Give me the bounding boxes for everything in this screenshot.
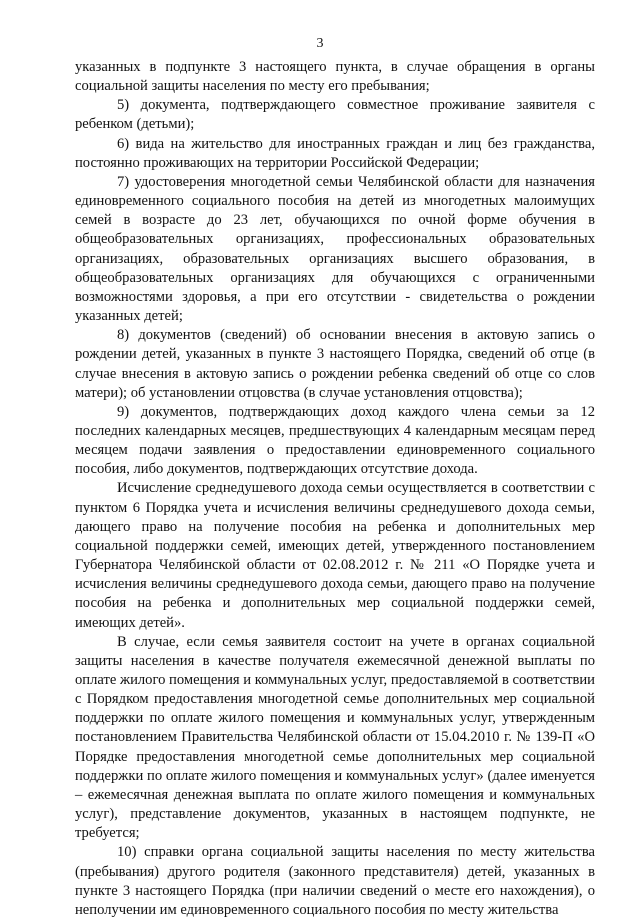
- paragraph-item-7: 7) удостоверения многодетной семьи Челябинской области для назначения единовременного социального пособия на детей из многодетных малоимущих семей в возрасте до 23 лет, обучающихся по очной форме обучения в общеобразовательных организациях, профессиональных образовательных организациях, образовательных организациях высшего образования, в общеобразовательных организациях для обучающихся с ограниченными возможностями здоровья, а при его отсутствии - свидетельства о рождении указанных детей;: [75, 173, 595, 325]
- paragraph-item-6: 6) вида на жительство для иностранных граждан и лиц без гражданства, постоянно проживающих на территории Российской Федерации;: [75, 135, 595, 171]
- paragraph-item-8: 8) документов (сведений) об основании внесения в актовую запись о рождении детей, указанных в пункте 3 настоящего Порядка, сведений об отце (в случае внесения в актовую запись о рождении ребенка сведений об отце со слов матери); об установлении отцовства (в случае установления отцовства);: [75, 327, 595, 401]
- document-body: [75, 58, 595, 920]
- paragraph-item-10: 10) справки органа социальной защиты населения по месту жительства (пребывания) другого родителя (законного представителя) детей, указанных в пункте 3 настоящего Порядка (при наличии сведений о месте его нахождения), о неполучении им единовременного социального пособия по месту жительства: [75, 844, 595, 918]
- paragraph-exemption: В случае, если семья заявителя состоит на учете в органах социальной защиты населения в качестве получателя ежемесячной денежной выплаты по оплате жилого помещения и коммунальных услуг, предоставляемой в соответствии с Порядком предоставления многодетной семье дополнительных мер социальной поддержки по оплате жилого помещения и коммунальных услуг, утвержденным постановлением Правительства Челябинской области от 15.04.2010 г. № 139-П «О Порядке предоставления многодетной семье дополнительных мер социальной поддержки по оплате жилого помещения и коммунальных услуг» (далее именуется – ежемесячная денежная выплата по оплате жилого помещения и коммунальных услуг), представление документов, указанных в настоящем подпункте, не требуется;: [75, 633, 595, 842]
- paragraph-item-5: 5) документа, подтверждающего совместное проживание заявителя с ребенком (детьми);: [75, 97, 595, 133]
- paragraph-income-calculation: Исчисление среднедушевого дохода семьи осуществляется в соответствии с пунктом 6 Порядка учета и исчисления величины среднедушевого дохода семьи, дающего право на получение пособия на ребенка и дополнительных мер социальной поддержки семей, имеющих детей, утвержденного постановлением Губернатора Челябинской области от 02.08.2012 г. № 211 «О Порядке учета и исчисления величины среднедушевого дохода семьи, дающего право на получение пособия на ребенка и дополнительных мер социальной поддержки семей, имеющих детей».: [75, 480, 595, 631]
- paragraph-item-9: 9) документов, подтверждающих доход каждого члена семьи за 12 последних календарных месяцев, предшествующих 4 календарным месяцам перед месяцем подачи заявления о предоставлении единовременного социального пособия, либо документов, подтверждающих отсутствие дохода.: [75, 403, 595, 478]
- page-number: 3: [316, 36, 324, 51]
- paragraph-continuation: указанных в подпункте 3 настоящего пункта, в случае обращения в органы социальной защиты населения по месту его пребывания;: [75, 59, 595, 95]
